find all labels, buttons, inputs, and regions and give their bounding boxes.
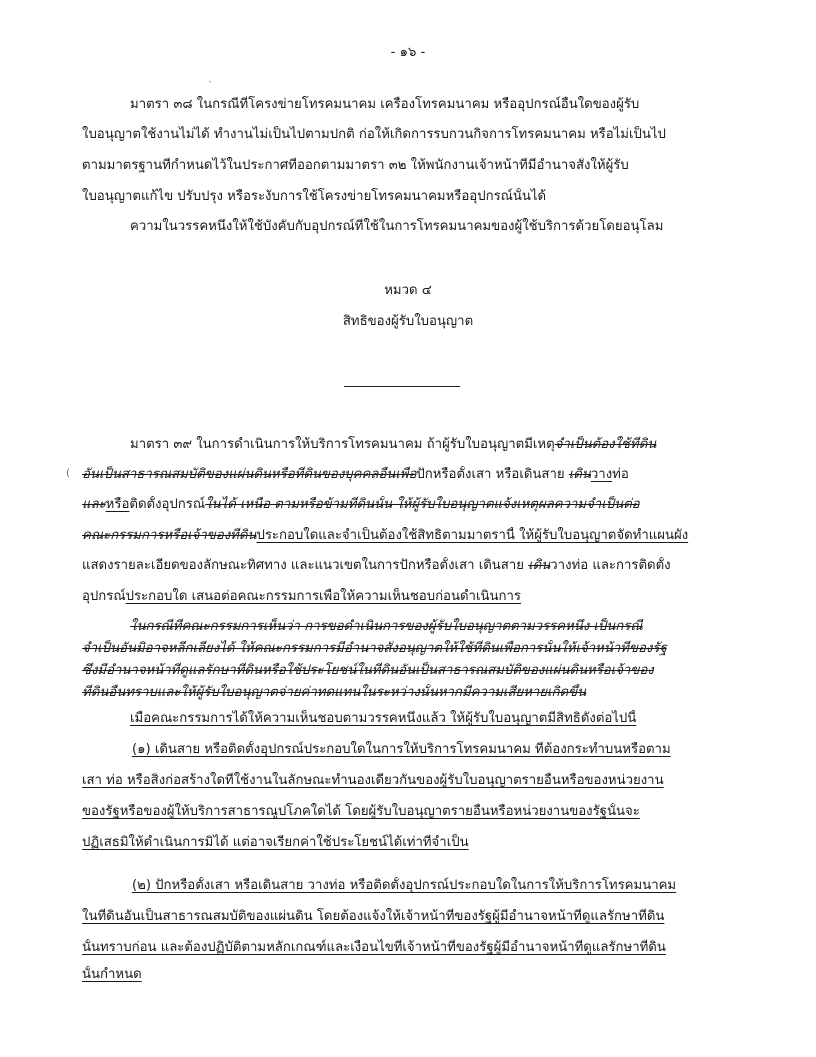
inserted-text: หรือ: [105, 497, 130, 512]
inserted-text: วาง: [590, 467, 613, 482]
page-number: - ๑๖ -: [390, 45, 426, 60]
struck-text: จำเป็นต้องใช้ที่ดิน: [554, 437, 657, 452]
inserted-paragraph: เมื่อคณะกรรมการได้ให้ความเห็นชอบตามวรรคหนึ่งแล้ว ให้ผู้รับใบอนุญาตมีสิทธิดังต่อไปนี้: [130, 711, 637, 726]
section-39-line-6: อุปกรณ์ประกอบใด เสนอต่อคณะกรรมการเพื่อให้ความเห็นชอบก่อนดำเนินการ: [82, 589, 521, 604]
chapter-title: สิทธิของผู้รับใบอนุญาต: [342, 314, 474, 329]
section-39-line-2: อันเป็นสาธารณสมบัติของแผ่นดินหรือที่ดินของบุคคลอื่นเพื่อปักหรือตั้งเสา หรือเดินสาย เดินวางท่อ: [82, 467, 629, 482]
section-39-line-4: [82, 527, 722, 545]
item-2-line-4: นั้นกำหนด: [82, 967, 142, 982]
item-2-line-3: นั้นทราบก่อน และต้องปฏิบัติตามหลักเกณฑ์และเงื่อนไขที่เจ้าหน้าที่ของรัฐผู้มีอำนาจหน้าที่ดูแลรักษาที่ดิน: [82, 940, 666, 955]
item-1-line-3: ของรัฐหรือของผู้ให้บริการสาธารณูปโภคใดได้ โดยผู้รับใบอนุญาตรายอื่นหรือหน่วยงานของรัฐนั้นจะ: [82, 804, 640, 819]
struck-text: เดิน: [528, 558, 551, 573]
item-2-line-1: (๒) ปักหรือตั้งเสา หรือเดินสาย วางท่อ หรือติดตั้งอุปกรณ์ประกอบใดในการให้บริการโทรคมนาคม: [132, 878, 677, 893]
struck-text: คณะกรรมการหรือเจ้าของที่ดิน: [82, 528, 257, 543]
item-1-line-1: (๑) เดินสาย หรือติดตั้งอุปกรณ์ประกอบใดในการให้บริการโทรคมนาคม ที่ต้องกระทำบนหรือตาม: [132, 742, 671, 757]
section-39-line-3: และหรือติดตั้งอุปกรณ์ในได้ เหนือ ตามหรือข้ามที่ดินนั้น ให้ผู้รับใบอนุญาตแจ้งเหตุผลความจำเป็นต่อ: [82, 497, 640, 512]
inserted-text: ประกอบใด เสนอต่อคณะกรรมการเพื่อให้ความเห็นชอบก่อนดำเนินการ: [125, 589, 521, 604]
struck-text: อันเป็นสาธารณสมบัติของแผ่นดินหรือที่ดินของบุคคลอื่นเพื่อ: [82, 467, 417, 482]
section-39-line-5: แสดงรายละเอียดของลักษณะทิศทาง และแนวเขตในการปักหรือตั้งเสา เดินสาย เดินวางท่อ และการติดตั้ง: [82, 558, 671, 573]
item-2-line-2: ในที่ดินอันเป็นสาธารณสมบัติของแผ่นดิน โดยต้องแจ้งให้เจ้าหน้าที่ของรัฐผู้มีอำนาจหน้าที่ดูแลรักษาที่ดิน: [82, 909, 665, 924]
item-1-line-2: เสา ท่อ หรือสิ่งก่อสร้างใดที่ใช้งานในลักษณะทำนองเดียวกันของผู้รับใบอนุญาตรายอื่นหรือของหน่วยงาน: [82, 773, 664, 788]
section-38-line-4: ใบอนุญาตแก้ไข ปรับปรุง หรือระงับการใช้โครงข่ายโทรคมนาคมหรืออุปกรณ์นั้นได้: [82, 189, 547, 204]
struck-paragraph-line-4: ที่ดินอื่นทราบและให้ผู้รับใบอนุญาตจ่ายค่าทดแทนในระหว่างนั้นหากมีความเสียหายเกิดขึ้น: [82, 685, 587, 700]
item-1-line-4: ปฏิเสธมิให้ดำเนินการมิได้ แต่อาจเรียกค่าใช้ประโยชน์ได้เท่าที่จำเป็น: [82, 835, 469, 850]
section-divider: [344, 386, 460, 387]
section-38-line-3: ตามมาตรฐานที่กำหนดไว้ในประกาศที่ออกตามมาตรา ๓๒ ให้พนักงานเจ้าหน้าที่มีอำนาจสั่งให้ผู้รับ: [82, 158, 629, 173]
inserted-text: ประกอบใดและจำเป็นต้องใช้สิทธิตามมาตรานี้ ให้ผู้รับใบอนุญาตจัดทำแผนผัง: [256, 528, 689, 543]
chapter-number: หมวด ๔: [384, 283, 432, 298]
struck-paragraph-line-1: ในกรณีที่คณะกรรมการเห็นว่า การขอดำเนินการของผู้รับใบอนุญาตตามวรรคหนึ่ง เป็นกรณี: [130, 619, 643, 634]
section-38-paragraph-2: ความในวรรคหนึ่งให้ใช้บังคับกับอุปกรณ์ที่ใช้ในการโทรคมนาคมของผู้ใช้บริการด้วยโดยอนุโลม: [130, 219, 664, 234]
struck-text: และ: [82, 497, 106, 512]
struck-paragraph-line-3: ซึ่งมีอำนาจหน้าที่ดูแลรักษาที่ดินหรือใช้ประโยชน์ในที่ดินอันเป็นสาธารณสมบัติของแผ่นดินหรือเจ้าของ: [82, 663, 654, 678]
struck-text: เดิน: [568, 467, 591, 482]
struck-paragraph-line-2: จำเป็นอันมิอาจหลีกเลี่ยงได้ ให้คณะกรรมการมีอำนาจสั่งอนุญาตให้ใช้ที่ดินเพื่อการนั้นให้เจ้าหน้าที่ของรัฐ: [82, 641, 667, 656]
section-39-line-1: มาตรา ๓๙ ในการดำเนินการให้บริการโทรคมนาคม ถ้าผู้รับใบอนุญาตมีเหตุจำเป็นต้องใช้ที่ดิน: [130, 437, 657, 452]
document-page: - ๑๖ - มาตรา ๓๘ ในกรณีที่โครงข่ายโทรคมนาคม เครื่องโทรคมนาคม หรืออุปกรณ์อื่นใดของผู้รับ ใบอนุญาตใช้งานไม่ได้ ทำงานไม่เป็นไปตามปกติ ก่อให้เกิดการรบกวนกิจการโทรคมนาคม หรือไม่เป็นไป ตามมาตรฐานที่กำหนดไว้ในประกาศที่ออกตามมาตรา ๓๒ ให้พนักงานเจ้าหน้าที่มีอำนาจสั่งให้ผู้รับ ใบอนุญาตแก้ไข ปรับปรุง หรือระงับการใช้โครงข่ายโทรคมนาคมหรืออุปกรณ์นั้นได้ ความในวรรคหนึ่งให้ใช้บังคับกับอุปกรณ์ที่ใช้ในการโทรคมนาคมของผู้ใช้บริการด้วยโดยอนุโลม หมวด ๔ สิทธิของผู้รับใบอนุญาต ˎ ( มาตรา ๓๙ ในการดำเนินการให้บริการโทรคมนาคม ถ้าผู้รับใบอนุญาตมีเหตุจำเป็นต้องใช้ที่ดิน อันเป็นสาธารณสมบัติของแผ่นดินหรือที่ดินของบุคคลอื่นเพื่อปักหรือตั้งเสา หรือเดินสาย เดินวางท่อ และหรือติดตั้งอุปกรณ์ในได้ เหนือ ตามหรือข้ามที่ดินนั้น ให้ผู้รับใบอนุญาตแจ้งเหตุผลความจำเป็นต่อ คณะกรรมการหรือเจ้าของที่ดินประกอบใดและจำเป็นต้องใช้สิทธิตามมาตรานี้ ให้ผู้รับใบอนุญาตจัดทำแผนผัง แสดงรายละเอียดของลักษณะทิศทาง และแนวเขตในการปักหรือตั้งเสา เดินสาย เดินวางท่อ และการติดตั้ง อุปกรณ์ประกอบใด เสนอต่อคณะกรรมการเพื่อให้ความเห็นชอบก่อนดำเนินการ ในกรณีที่คณะกรรมการเห็นว่า การขอดำเนินการของผู้รับใบอนุญาตตามวรรคหนึ่ง เป็นกรณี จำเป็นอันมิอาจหลีกเลี่ยงได้ ให้คณะกรรมการมีอำนาจสั่งอนุญาตให้ใช้ที่ดินเพื่อการนั้นให้เจ้าหน้าที่ของรัฐ ซึ่งมีอำนาจหน้าที่ดูแลรักษาที่ดินหรือใช้ประโยชน์ในที่ดินอันเป็นสาธารณสมบัติของแผ่นดินหรือเจ้าของ ที่ดินอื่นทราบและให้ผู้รับใบอนุญาตจ่ายค่าทดแทนในระหว่างนั้นหากมีความเสียหายเกิดขึ้น เมื่อคณะกรรมการได้ให้ความเห็นชอบตามวรรคหนึ่งแล้ว ให้ผู้รับใบอนุญาตมีสิทธิดังต่อไปนี้ (๑) เดินสาย หรือติดตั้งอุปกรณ์ประกอบใดในการให้บริการโทรคมนาคม ที่ต้องกระทำบนหรือตาม เสา ท่อ หรือสิ่งก่อสร้างใดที่ใช้งานในลักษณะทำนองเดียวกันของผู้รับใบอนุญาตรายอื่นหรือของหน่วยงาน ของรัฐหรือของผู้ให้บริการสาธารณูปโภคใดได้ โดยผู้รับใบอนุญาตรายอื่นหรือหน่วยงานของรัฐนั้นจะ ปฏิเสธมิให้ดำเนินการมิได้ แต่อาจเรียกค่าใช้ประโยชน์ได้เท่าที่จำเป็น (๒) ปักหรือตั้งเสา หรือเดินสาย วางท่อ หรือติดตั้งอุปกรณ์ประกอบใดในการให้บริการโทรคมนาคม ในที่ดินอันเป็นสาธารณสมบัติของแผ่นดิน โดยต้องแจ้งให้เจ้าหน้าที่ของรัฐผู้มีอำนาจหน้าที่ดูแลรักษาที่ดิน นั้นทราบก่อน และต้องปฏิบัติตามหลักเกณฑ์และเงื่อนไขที่เจ้าหน้าที่ของรัฐผู้มีอำนาจหน้าที่ดูแลรักษาที่ดิน นั้นกำหนด: [0, 0, 816, 1057]
section-38-line-1: มาตรา ๓๘ ในกรณีที่โครงข่ายโทรคมนาคม เครื่องโทรคมนาคม หรืออุปกรณ์อื่นใดของผู้รับ: [130, 97, 640, 112]
section-38-line-2: ใบอนุญาตใช้งานไม่ได้ ทำงานไม่เป็นไปตามปกติ ก่อให้เกิดการรบกวนกิจการโทรคมนาคม หรือไม่เป็นไป: [82, 127, 666, 142]
struck-text: ในได้ เหนือ ตามหรือข้ามที่ดินนั้น ให้ผู้รับใบอนุญาตแจ้งเหตุผลความจำเป็นต่อ: [205, 497, 640, 512]
